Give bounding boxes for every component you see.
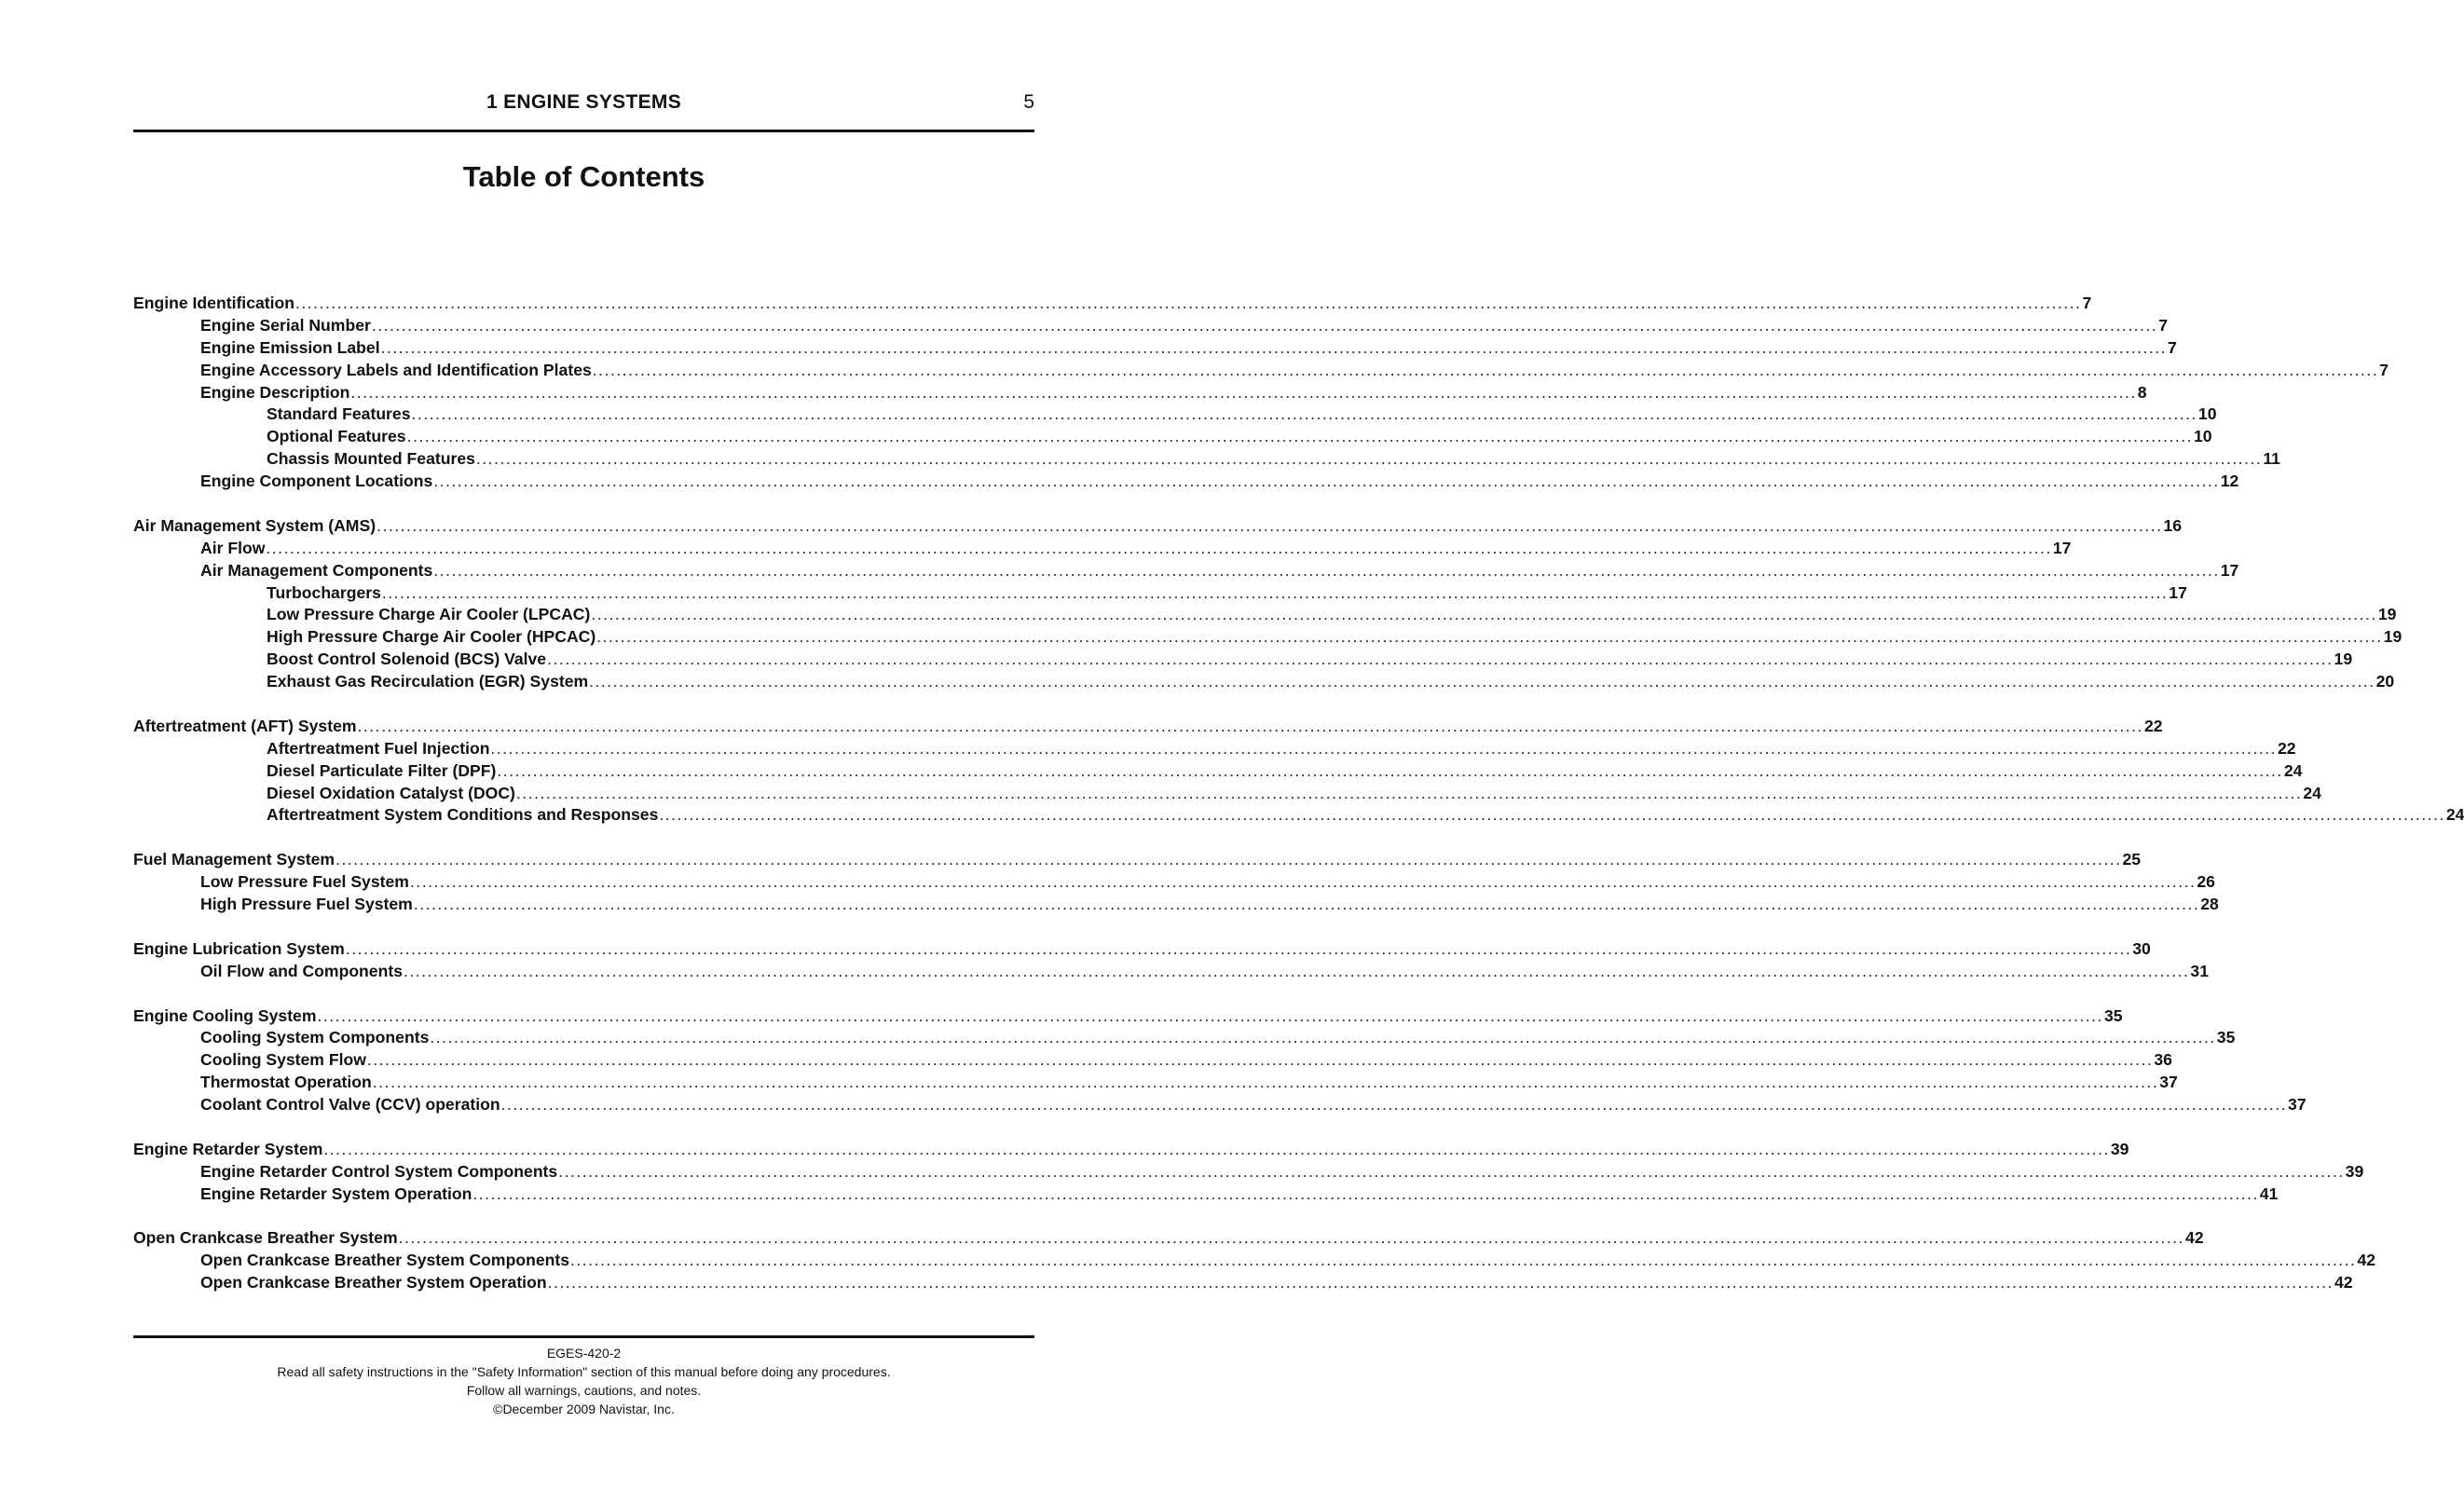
toc-entry[interactable] xyxy=(133,1095,2307,1117)
toc-dot-leader: ............................................................................................................................................................................................................................................................................................................ xyxy=(266,538,2052,557)
toc-entry-label: Engine Cooling System xyxy=(133,1005,317,1025)
toc-entry[interactable] xyxy=(133,1161,2364,1184)
toc-entry-page: 39 xyxy=(2110,1139,2129,1158)
toc-entry[interactable] xyxy=(133,449,2280,472)
toc-entry-label: Low Pressure Charge Air Cooler (LPCAC) xyxy=(267,605,591,624)
toc-entry-label: Engine Lubrication System xyxy=(133,938,345,958)
toc-entry[interactable] xyxy=(133,337,2177,361)
toc-entry-page: 41 xyxy=(2259,1183,2279,1203)
toc-entry[interactable] xyxy=(133,1183,2279,1207)
toc-entry-page: 22 xyxy=(2143,716,2163,735)
toc-dot-leader: ............................................................................................................................................................................................................................................................................................................ xyxy=(475,449,2263,469)
toc-dot-leader: ............................................................................................................................................................................................................................................................................................................ xyxy=(376,515,2163,535)
toc-entry[interactable] xyxy=(133,895,2219,917)
toc-dot-leader: ............................................................................................................................................................................................................................................................................................................ xyxy=(547,1273,2334,1293)
toc-dot-leader: ............................................................................................................................................................................................................................................................................................................ xyxy=(371,315,2158,335)
toc-entry[interactable] xyxy=(133,1273,2353,1295)
toc-entry[interactable] xyxy=(133,538,2072,561)
toc-entry-label: Engine Retarder System xyxy=(133,1139,323,1158)
toc-entry-label: Cooling System Components xyxy=(200,1028,430,1047)
toc-entry-label: High Pressure Charge Air Cooler (HPCAC) xyxy=(267,627,596,647)
toc-dot-leader: ............................................................................................................................................................................................................................................................................................................ xyxy=(295,294,2082,312)
toc-entry-label: Aftertreatment (AFT) System xyxy=(133,716,357,735)
toc-dot-leader: ............................................................................................................................................................................................................................................................................................................ xyxy=(591,605,2377,624)
footer-doc-code: EGES-420-2 xyxy=(546,1346,622,1361)
toc-entry-page: 7 xyxy=(2379,360,2389,379)
toc-entry[interactable] xyxy=(133,427,2212,449)
toc-entry-label: Engine Accessory Labels and Identification Plates xyxy=(200,360,592,379)
toc-entry[interactable] xyxy=(133,805,2464,828)
toc-entry-page: 30 xyxy=(2132,938,2151,958)
toc-entry-label: Thermostat Operation xyxy=(200,1073,372,1092)
toc-dot-leader: ............................................................................................................................................................................................................................................................................................................ xyxy=(323,1139,2110,1158)
toc-entry[interactable] xyxy=(133,1228,2204,1251)
toc-entry[interactable] xyxy=(133,716,2163,739)
toc-entry[interactable] xyxy=(133,360,2389,383)
toc-dot-leader: ............................................................................................................................................................................................................................................................................................................ xyxy=(317,1005,2103,1025)
toc-section xyxy=(133,1228,2376,1295)
toc-entry-page: 22 xyxy=(2277,738,2296,758)
toc-entry-label: Open Crankcase Breather System Components xyxy=(200,1251,569,1270)
toc-entry[interactable] xyxy=(133,850,2142,872)
toc-dot-leader: ............................................................................................................................................................................................................................................................................................................ xyxy=(403,961,2190,980)
toc-entry-label: Engine Retarder System Operation xyxy=(200,1183,472,1203)
toc-dot-leader: ............................................................................................................................................................................................................................................................................................................ xyxy=(398,1228,2185,1248)
toc-entry[interactable] xyxy=(133,582,2187,606)
toc-entry-page: 24 xyxy=(2445,805,2464,825)
footer-safety-notice: Read all safety instructions in the "Safety Information" section of this manual before doing any procedures. xyxy=(277,1364,891,1379)
toc-entry-page: 7 xyxy=(2168,337,2177,357)
toc-entry-label: Exhaust Gas Recirculation (EGR) System xyxy=(267,672,589,691)
toc-entry-label: Engine Emission Label xyxy=(200,337,380,357)
toc-entry-label: Fuel Management System xyxy=(133,850,335,869)
toc-dot-leader: ............................................................................................................................................................................................................................................................................................................ xyxy=(570,1251,2357,1270)
toc-section xyxy=(133,1005,2307,1117)
toc-entry-page: 26 xyxy=(2197,872,2215,892)
toc-dot-leader: ............................................................................................................................................................................................................................................................................................................ xyxy=(345,938,2132,958)
toc-entry-page: 42 xyxy=(2334,1273,2353,1293)
toc-section xyxy=(133,716,2464,828)
toc-entry-page: 42 xyxy=(2185,1228,2204,1248)
toc-entry-label: Cooling System Flow xyxy=(200,1050,366,1070)
toc-entry[interactable] xyxy=(133,560,2239,583)
toc-dot-leader: ............................................................................................................................................................................................................................................................................................................ xyxy=(433,560,2220,580)
page-title: Table of Contents xyxy=(462,160,705,193)
page-header xyxy=(133,91,1034,119)
toc-entry-page: 16 xyxy=(2163,515,2183,535)
toc-entry[interactable] xyxy=(133,404,2217,427)
toc-dot-leader: ............................................................................................................................................................................................................................................................................................................ xyxy=(589,672,2375,691)
toc-dot-leader: ............................................................................................................................................................................................................................................................................................................ xyxy=(500,1095,2288,1115)
toc-dot-leader: ............................................................................................................................................................................................................................................................................................................ xyxy=(433,472,2220,491)
toc-entry-label: Aftertreatment System Conditions and Responses xyxy=(267,805,659,825)
toc-entry[interactable] xyxy=(133,294,2092,316)
toc-entry-page: 28 xyxy=(2200,895,2219,914)
toc-dot-leader: ............................................................................................................................................................................................................................................................................................................ xyxy=(547,650,2334,669)
toc-dot-leader: ............................................................................................................................................................................................................................................................................................................ xyxy=(558,1161,2345,1181)
toc-entry-label: Aftertreatment Fuel Injection xyxy=(267,738,490,758)
toc-entry[interactable] xyxy=(133,605,2397,627)
toc-entry-label: Open Crankcase Breather System Operation xyxy=(200,1273,547,1293)
toc-entry-page: 12 xyxy=(2220,472,2239,491)
toc-entry[interactable] xyxy=(133,1073,2178,1095)
toc-dot-leader: ............................................................................................................................................................................................................................................................................................................ xyxy=(659,805,2445,825)
toc-entry-page: 19 xyxy=(2383,627,2402,647)
toc-entry-page: 19 xyxy=(2377,605,2397,624)
toc-dot-leader: ............................................................................................................................................................................................................................................................................................................ xyxy=(335,850,2122,869)
toc-dot-leader: ............................................................................................................................................................................................................................................................................................................ xyxy=(381,582,2169,602)
toc-dot-leader: ............................................................................................................................................................................................................................................................................................................ xyxy=(350,382,2137,402)
toc-entry-page: 35 xyxy=(2103,1005,2123,1025)
toc-section xyxy=(133,850,2219,917)
chapter-title: 1 ENGINE SYSTEMS xyxy=(486,91,682,113)
toc-entry[interactable] xyxy=(133,1139,2129,1162)
toc-entry-page: 24 xyxy=(2283,760,2303,780)
toc-entry-label: Coolant Control Valve (CCV) operation xyxy=(200,1095,500,1115)
toc-dot-leader: ............................................................................................................................................................................................................................................................................................................ xyxy=(406,427,2194,446)
toc-entry-page: 8 xyxy=(2137,382,2147,402)
toc-dot-leader: ............................................................................................................................................................................................................................................................................................................ xyxy=(490,738,2277,758)
toc-entry-page: 17 xyxy=(2220,560,2239,580)
toc-section xyxy=(133,938,2209,984)
toc-section xyxy=(133,1139,2364,1207)
toc-entry-page: 19 xyxy=(2334,650,2353,669)
toc-dot-leader: ............................................................................................................................................................................................................................................................................................................ xyxy=(366,1050,2154,1070)
toc-entry-page: 37 xyxy=(2159,1073,2178,1092)
toc-dot-leader: ............................................................................................................................................................................................................................................................................................................ xyxy=(472,1183,2259,1203)
toc-entry-page: 10 xyxy=(2194,427,2212,446)
toc-section xyxy=(133,515,2402,694)
toc-entry[interactable] xyxy=(133,1251,2376,1273)
toc-entry-label: Air Management System (AMS) xyxy=(133,515,376,535)
toc-entry-page: 11 xyxy=(2263,449,2280,469)
toc-entry-label: Optional Features xyxy=(267,427,406,446)
footer-warnings-notice: Follow all warnings, cautions, and notes. xyxy=(466,1383,702,1398)
toc-entry-page: 31 xyxy=(2190,961,2209,980)
toc-entry[interactable] xyxy=(133,1005,2123,1029)
toc-entry-label: Engine Retarder Control System Components xyxy=(200,1161,558,1181)
toc-entry-label: Boost Control Solenoid (BCS) Valve xyxy=(267,650,547,669)
toc-entry-label: Standard Features xyxy=(267,404,411,424)
toc-entry[interactable] xyxy=(133,961,2209,984)
toc-entry-page: 24 xyxy=(2303,783,2321,802)
toc-dot-leader: ............................................................................................................................................................................................................................................................................................................ xyxy=(497,760,2283,780)
toc-dot-leader: ............................................................................................................................................................................................................................................................................................................ xyxy=(372,1073,2159,1092)
toc-entry-page: 7 xyxy=(2082,294,2092,312)
toc-entry-label: Engine Identification xyxy=(133,294,295,312)
page-footer xyxy=(133,1344,1034,1418)
toc-dot-leader: ............................................................................................................................................................................................................................................................................................................ xyxy=(413,895,2200,914)
toc-entry-label: Oil Flow and Components xyxy=(200,961,403,980)
toc-dot-leader: ............................................................................................................................................................................................................................................................................................................ xyxy=(411,404,2197,424)
toc-entry[interactable] xyxy=(133,382,2147,405)
toc-entry[interactable] xyxy=(133,938,2151,962)
toc-section xyxy=(133,294,2389,494)
toc-entry-page: 7 xyxy=(2158,315,2169,335)
toc-entry[interactable] xyxy=(133,1028,2236,1050)
toc-dot-leader: ............................................................................................................................................................................................................................................................................................................ xyxy=(409,872,2197,892)
footer-rule xyxy=(133,1335,1034,1338)
toc-entry-label: Air Management Components xyxy=(200,560,433,580)
toc-entry-label: High Pressure Fuel System xyxy=(200,895,413,914)
toc-entry[interactable] xyxy=(133,472,2239,494)
toc-entry-label: Chassis Mounted Features xyxy=(267,449,475,469)
toc-dot-leader: ............................................................................................................................................................................................................................................................................................................ xyxy=(430,1028,2216,1047)
toc-entry-page: 42 xyxy=(2357,1251,2376,1270)
toc-entry-page: 25 xyxy=(2122,850,2142,869)
toc-entry-page: 36 xyxy=(2154,1050,2172,1070)
toc-entry-page: 37 xyxy=(2288,1095,2307,1115)
toc-entry-page: 35 xyxy=(2216,1028,2236,1047)
toc-entry[interactable] xyxy=(133,650,2353,672)
footer-copyright: ©December 2009 Navistar, Inc. xyxy=(493,1402,675,1416)
header-rule xyxy=(133,130,1034,132)
toc-entry-label: Engine Component Locations xyxy=(200,472,433,491)
toc-entry-page: 10 xyxy=(2197,404,2217,424)
toc-dot-leader: ............................................................................................................................................................................................................................................................................................................ xyxy=(515,783,2303,802)
toc-entry-page: 17 xyxy=(2052,538,2072,557)
toc-entry-label: Low Pressure Fuel System xyxy=(200,872,409,892)
toc-entry-label: Diesel Particulate Filter (DPF) xyxy=(267,760,497,780)
toc-entry[interactable] xyxy=(133,515,2183,539)
toc-entry-page: 39 xyxy=(2345,1161,2364,1181)
toc-dot-leader: ............................................................................................................................................................................................................................................................................................................ xyxy=(592,360,2379,379)
toc-entry-label: Diesel Oxidation Catalyst (DOC) xyxy=(267,783,515,802)
toc-entry-label: Turbochargers xyxy=(267,582,381,602)
toc-entry[interactable] xyxy=(133,627,2402,650)
toc-entry-label: Open Crankcase Breather System xyxy=(133,1228,398,1248)
toc-entry-label: Engine Description xyxy=(200,382,350,402)
toc-entry[interactable] xyxy=(133,783,2321,806)
toc-entry-page: 20 xyxy=(2375,672,2395,691)
toc-dot-leader: ............................................................................................................................................................................................................................................................................................................ xyxy=(380,337,2168,357)
toc-dot-leader: ............................................................................................................................................................................................................................................................................................................ xyxy=(596,627,2383,647)
toc-entry[interactable] xyxy=(133,738,2296,761)
toc-entry[interactable] xyxy=(133,672,2395,694)
toc-entry-page: 17 xyxy=(2169,582,2187,602)
toc-dot-leader: ............................................................................................................................................................................................................................................................................................................ xyxy=(357,716,2143,735)
table-of-contents xyxy=(133,294,2464,1318)
toc-entry[interactable] xyxy=(133,760,2303,784)
page-number: 5 xyxy=(1023,91,1034,113)
toc-entry[interactable] xyxy=(133,315,2169,338)
toc-entry[interactable] xyxy=(133,1050,2172,1073)
toc-entry-label: Air Flow xyxy=(200,538,266,557)
toc-entry[interactable] xyxy=(133,872,2215,895)
toc-entry-label: Engine Serial Number xyxy=(200,315,371,335)
